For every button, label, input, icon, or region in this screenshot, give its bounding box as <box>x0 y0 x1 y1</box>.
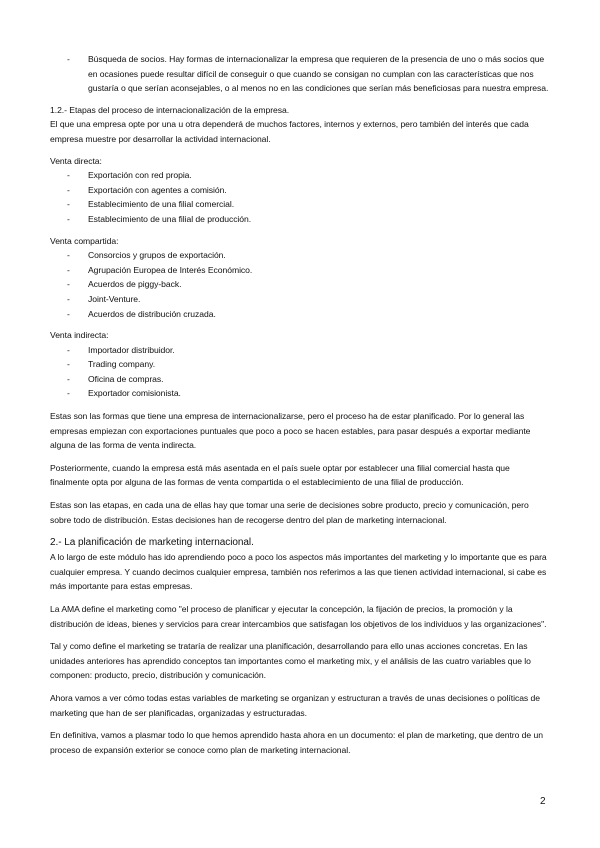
paragraph: Ahora vamos a ver cómo todas estas variables de marketing se organizan y estructuran a través de unas decisiones o políticas de marketing que han de ser planificadas, organizadas y estructuradas. <box>50 692 540 718</box>
bullet-dash: - <box>67 199 70 210</box>
page-number: 2 <box>540 796 546 807</box>
list-item <box>50 386 550 401</box>
list-item-text: Trading company. <box>88 359 156 370</box>
venta-indirecta-list <box>50 343 550 401</box>
venta-directa-list <box>50 168 550 226</box>
venta-indirecta-title: Venta indirecta: <box>50 330 109 341</box>
list-item-text: Exportación con agentes a comisión. <box>88 184 227 195</box>
paragraph: En definitiva, vamos a plasmar todo lo que hemos aprendido hasta ahora en un documento: el plan de marketing, que dentro de un proceso de expansión exterior se conoce como plan de marketing internacional. <box>50 730 543 755</box>
list-item <box>50 212 550 227</box>
venta-compartida-title: Venta compartida: <box>50 235 119 246</box>
list-item-text: Exportador comisionista. <box>88 388 181 399</box>
bullet-dash: - <box>67 293 70 304</box>
section-intro: El que una empresa opte por una u otra dependerá de muchos factores, internos y externos, pero también del interés que cada empresa muestre por desarrollar la actividad internacional. <box>50 119 529 144</box>
list-item <box>50 292 550 307</box>
venta-compartida-list <box>50 248 550 321</box>
list-item-text: Agrupación Europea de Interés Económico. <box>88 264 253 275</box>
paragraph: Posteriormente, cuando la empresa está más asentada en el país suele optar por establecer una filial comercial hasta que finalmente opta por alguna de las formas de venta compartida o el establecimiento de una filial de producción. <box>50 462 510 488</box>
list-item-text: Acuerdos de piggy-back. <box>88 279 182 290</box>
bullet-text: Búsqueda de socios. Hay formas de internacionalizar la empresa que requieren de la presencia de uno o más socios que en ocasiones puede resultar difícil de conseguir o que cuando se consigan no cumplan con las características que nos gustaría o que serían aconsejables, o al menos no en las condiciones que serían más beneficiosas para nuestra empresa. <box>88 54 549 94</box>
list-item <box>50 168 550 183</box>
bullet-dash: - <box>67 308 70 319</box>
bullet-dash: - <box>67 213 70 224</box>
list-item <box>50 343 550 358</box>
list-item <box>50 307 550 322</box>
list-item <box>50 52 550 96</box>
list-item <box>50 263 550 278</box>
paragraph: A lo largo de este módulo has ido aprendiendo poco a poco los aspectos más importantes del marketing y lo importante que es para cualquier empresa. Y cuando decimos cualquier empresa, también nos referimos a las que tienen actividad internacional, si cabe es más importante para estas empresas. <box>50 552 547 592</box>
list-item <box>50 197 550 212</box>
bullet-dash: - <box>67 344 70 355</box>
bullet-dash: - <box>67 359 70 370</box>
section-heading-2: 2.- La planificación de marketing internacional. <box>50 537 254 549</box>
bullet-dash: - <box>67 279 70 290</box>
paragraph: Estas son las etapas, en cada una de ellas hay que tomar una serie de decisiones sobre producto, precio y comunicación, pero sobre todo de distribución. Estas decisiones han de recogerse dentro del plan de marketing internacional. <box>50 500 529 525</box>
list-item <box>50 183 550 198</box>
section-heading-1-2: 1.2.- Etapas del proceso de internacionalización de la empresa. <box>50 104 290 115</box>
paragraph: Estas son las formas que tiene una empresa de internacionalizarse, pero el proceso ha de estar planificado. Por lo general las empresas empiezan con exportaciones puntuales que poco a poco se hacen estables, para pasar después a exportar mediante alguna de las forma de venta indirecta. <box>50 411 531 451</box>
bullet-dash: - <box>67 170 70 181</box>
page-content <box>50 52 550 757</box>
list-item-text: Oficina de compras. <box>88 373 164 384</box>
list-item-text: Establecimiento de una filial de producción. <box>88 213 252 224</box>
list-item-text: Joint-Venture. <box>88 293 141 304</box>
paragraph: La AMA define el marketing como "el proceso de planificar y ejecutar la concepción, la fijación de precios, la promoción y la distribución de ideas, bienes y servicios para crear intercambios que satisfagan los objetivos de los individuos y las organizaciones". <box>50 604 547 629</box>
bullet-dash: - <box>67 54 70 64</box>
venta-directa-title: Venta directa: <box>50 155 102 166</box>
list-item-text: Establecimiento de una filial comercial. <box>88 199 235 210</box>
list-item-text: Importador distribuidor. <box>88 344 175 355</box>
list-item <box>50 372 550 387</box>
bullet-dash: - <box>67 184 70 195</box>
paragraph: Tal y como define el marketing se trataría de realizar una planificación, desarrollando para ello unas acciones concretas. En las unidades anteriores has aprendido conceptos tan importantes como el marketing mix, y el análisis de las cuatro variables que lo componen: producto, precio, distribución y comunicación. <box>50 641 531 681</box>
bullet-dash: - <box>67 373 70 384</box>
list-item-text: Exportación con red propia. <box>88 170 192 181</box>
list-item <box>50 277 550 292</box>
bullet-dash: - <box>67 250 70 261</box>
bullet-dash: - <box>67 388 70 399</box>
list-item <box>50 248 550 263</box>
list-item <box>50 357 550 372</box>
list-item-text: Consorcios y grupos de exportación. <box>88 250 226 261</box>
bullet-dash: - <box>67 264 70 275</box>
list-item-text: Acuerdos de distribución cruzada. <box>88 308 216 319</box>
